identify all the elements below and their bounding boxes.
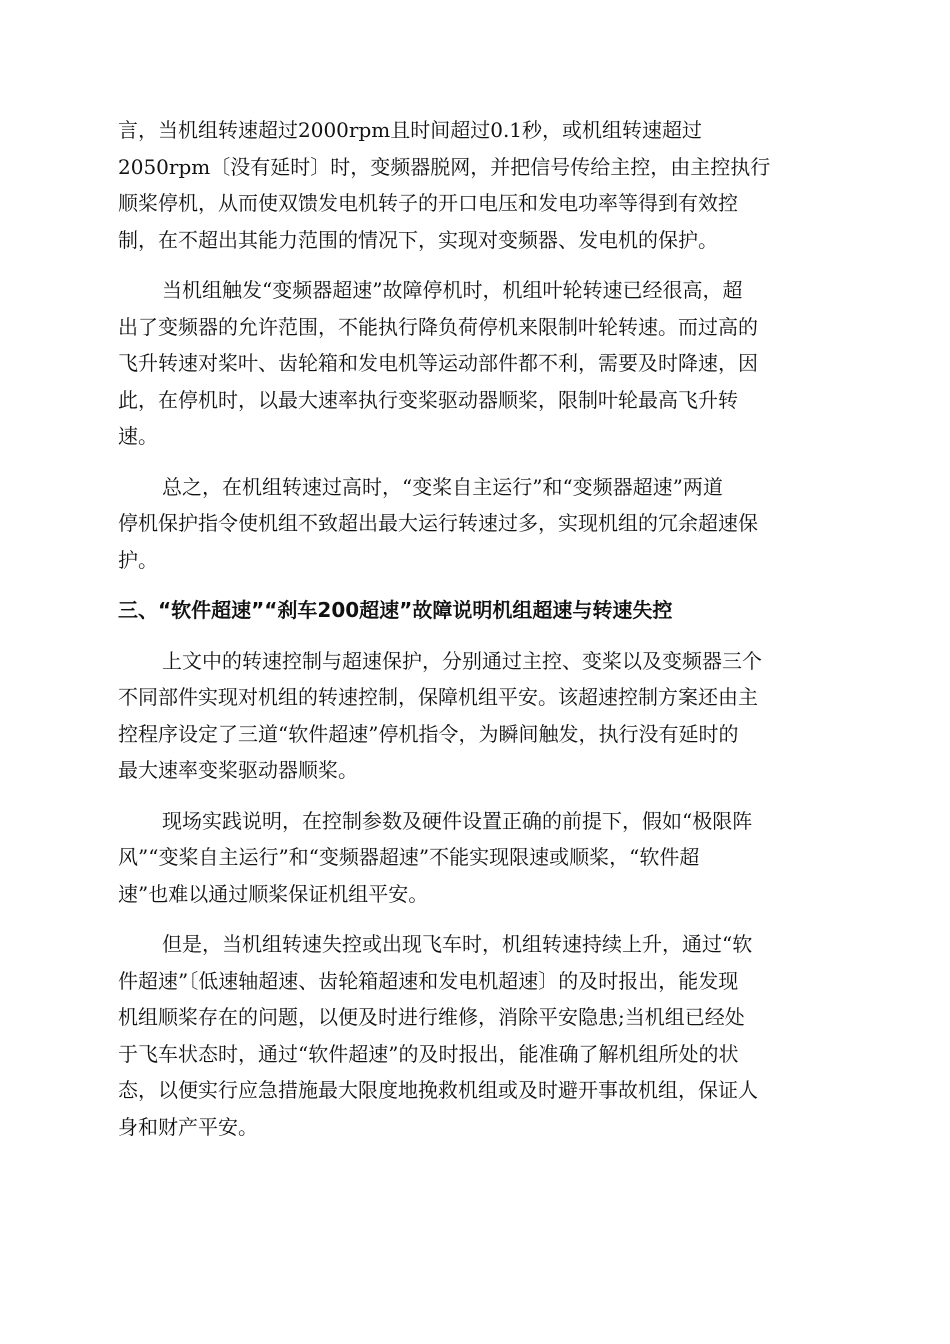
text-line: 顺桨停机，从而使双馈发电机转子的开口电压和发电功率等得到有效控 <box>118 191 738 215</box>
text-line: 于飞车状态时，通过“软件超速”的及时报出，能准确了解机组所处的状 <box>118 1041 739 1066</box>
text-line: 不同部件实现对机组的转速控制，保障机组平安。该超速控制方案还由主 <box>118 685 758 709</box>
text-line: 控程序设定了三道“软件超速”停机指令，为瞬间触发，执行没有延时的 <box>118 721 739 746</box>
paragraph-summary <box>118 469 838 579</box>
text-line: 护。 <box>118 547 158 572</box>
text-line: 态，以便实行应急措施最大限度地挽救机组或及时避开事故机组，保证人 <box>118 1078 758 1102</box>
text-line: 此，在停机时，以最大速率执行变桨驱动器顺桨，限制叶轮最高飞升转 <box>118 387 738 412</box>
paragraph-converter-overspeed <box>118 272 838 455</box>
text-line: 停机保护指令使机组不致超出最大运行转速过多，实现机组的冗余超速保 <box>118 511 758 535</box>
text-line: 身和财产平安。 <box>118 1114 258 1139</box>
paragraph-speed-control-overview <box>118 643 838 789</box>
text-line: 当机组触发“变频器超速”故障停机时，机组叶轮转速已经很高，超 <box>162 278 743 302</box>
text-line: 飞升转速对桨叶、齿轮箱和发电机等运动部件都不利，需要及时降速，因 <box>118 351 758 375</box>
text-line: 风”“变桨自主运行”和“变频器超速”不能实现限速或顺桨，“软件超 <box>118 845 700 869</box>
document-page <box>118 112 838 1159</box>
paragraph-field-practice <box>118 803 838 913</box>
section-heading: 三、“软件超速”“刹车200超速”故障说明机组超速与转速失控 <box>118 598 673 622</box>
text-line: 2050rpm〔没有延时〕时，变频器脱网，并把信号传给主控，由主控执行 <box>118 154 771 179</box>
text-line: 总之，在机组转速过高时，“变桨自主运行”和“变频器超速”两道 <box>162 474 723 499</box>
paragraph-converter-protection <box>118 112 838 258</box>
text-line: 上文中的转速控制与超速保护，分别通过主控、变桨以及变频器三个 <box>162 648 762 673</box>
text-line: 最大速率变桨驱动器顺桨。 <box>118 758 358 782</box>
text-line: 速。 <box>118 424 158 448</box>
text-line: 现场实践说明，在控制参数及硬件设置正确的前提下，假如“极限阵 <box>162 808 753 833</box>
text-line: 言，当机组转速超过2000rpm且时间超过0.1秒，或机组转速超过 <box>118 118 703 142</box>
text-line: 但是，当机组转速失控或出现飞车时，机组转速持续上升，通过“软 <box>162 932 753 956</box>
text-line: 出了变频器的允许范围，不能执行降负荷停机来限制叶轮转速。而过高的 <box>118 314 758 339</box>
text-line: 速”也难以通过顺桨保证机组平安。 <box>118 881 429 906</box>
text-line: 制，在不超出其能力范围的情况下，实现对变频器、发电机的保护。 <box>118 227 718 252</box>
text-line: 机组顺桨存在的问题，以便及时进行维修，消除平安隐患;当机组已经处 <box>118 1005 745 1029</box>
paragraph-runaway-detection <box>118 926 838 1145</box>
text-line: 件超速”〔低速轴超速、齿轮箱超速和发电机超速〕的及时报出，能发现 <box>118 968 739 993</box>
